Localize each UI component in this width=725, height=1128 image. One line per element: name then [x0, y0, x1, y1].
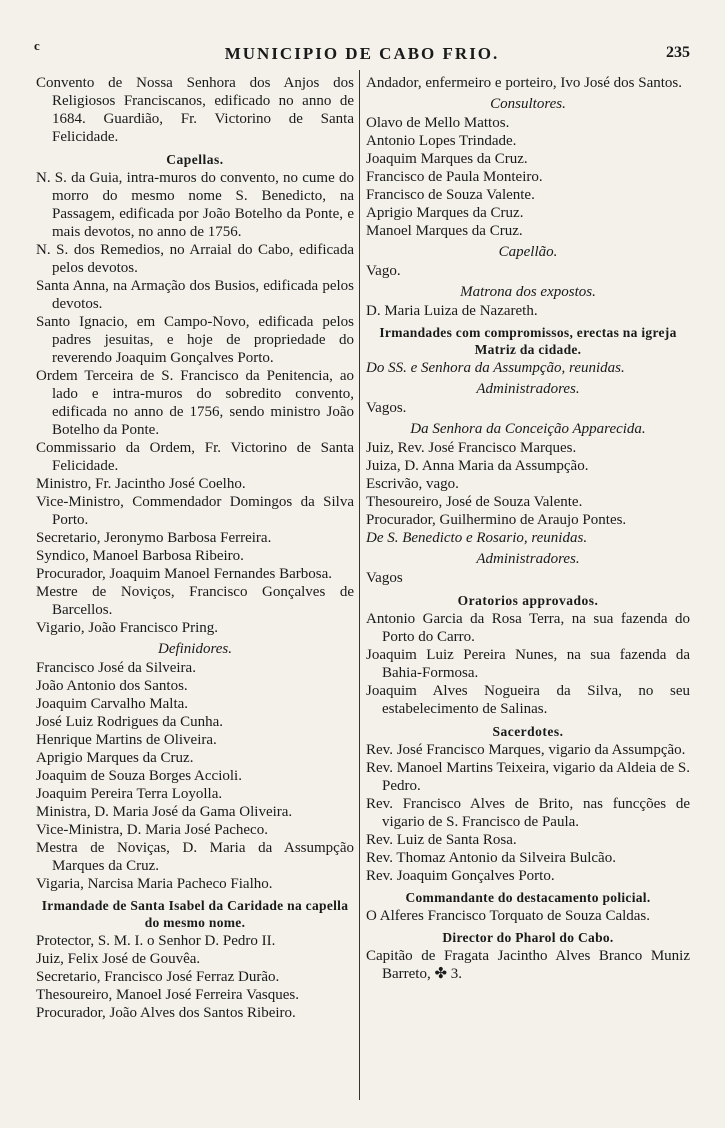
- ordem-officer: Syndico, Manoel Barbosa Ribeiro.: [36, 548, 244, 564]
- matrona-entry: D. Maria Luiza de Nazareth.: [366, 303, 538, 319]
- director-heading: Director do Pharol do Cabo.: [442, 930, 614, 945]
- commandante-heading: Commandante do destacamento policial.: [405, 890, 651, 905]
- capella-entry: Ordem Terceira de S. Francisco da Penitencia, ao lado e intra-muros do sobredito convento, edificada no anno de 1756, sendo ministro João Botelho da Ponte.: [36, 368, 354, 438]
- irmandade-officer: Thesoureiro, Manoel José Ferreira Vasques.: [36, 987, 299, 1003]
- page-title: MUNICIPIO DE CABO FRIO.: [224, 44, 500, 63]
- definidor-entry: Henrique Martins de Oliveira.: [36, 732, 217, 748]
- consultores-heading: Consultores.: [490, 96, 566, 112]
- do-ss-subheading: Do SS. e Senhora da Assumpção, reunidas.: [366, 360, 625, 376]
- capella-entry: N. S. da Guia, intra-muros do convento, no cume do morro do mesmo nome S. Benedicto, na Passagem, edificada por João Botelho da Ponte, e mais devotos, no anno de 1756.: [36, 170, 354, 240]
- irmandade-officer: Juiz, Felix José de Gouvêa.: [36, 951, 201, 967]
- sacerdotes-heading: Sacerdotes.: [492, 724, 564, 739]
- andador-entry: Andador, enfermeiro e porteiro, Ivo José dos Santos.: [366, 75, 682, 91]
- commandante-entry: O Alferes Francisco Torquato de Souza Caldas.: [366, 908, 651, 924]
- irmandade-officer: Secretario, Francisco José Ferraz Durão.: [36, 969, 280, 985]
- consultor-entry: Olavo de Mello Mattos.: [366, 115, 510, 131]
- sacerdote-entry: Rev. Francisco Alves de Brito, nas funcções de vigario de S. Francisco de Paula.: [366, 796, 690, 830]
- director-entry: Capitão de Fragata Jacintho Alves Branco Muniz Barreto, ✤ 3.: [366, 948, 690, 982]
- sacerdote-entry: Rev. Luiz de Santa Rosa.: [366, 832, 517, 848]
- irmandade-officer: Procurador, João Alves dos Santos Ribeiro.: [36, 1005, 296, 1021]
- printer-mark: c: [34, 38, 40, 53]
- definidores-heading: Definidores.: [157, 641, 233, 657]
- page-header: [34, 38, 690, 66]
- irmandade-officer: Protector, S. M. I. o Senhor D. Pedro II.: [36, 933, 276, 949]
- vagos-entry: Vagos: [366, 570, 403, 586]
- capella-entry: Santo Ignacio, em Campo-Novo, edificada pelos padres jesuitas, e hoje de propriedade do reverendo Joaquim Gonçalves Porto.: [36, 314, 354, 366]
- conceicao-officer: Escrivão, vago.: [366, 476, 459, 492]
- oratorio-entry: Antonio Garcia da Rosa Terra, na sua fazenda do Porto do Carro.: [366, 611, 690, 645]
- capellao-heading: Capellão.: [498, 244, 558, 260]
- column-divider: [359, 70, 360, 1100]
- ordem-officer: Secretario, Jeronymo Barbosa Ferreira.: [36, 530, 272, 546]
- definidor-entry: Francisco José da Silveira.: [36, 660, 196, 676]
- definidor-entry: Joaquim de Souza Borges Accioli.: [36, 768, 242, 784]
- conceicao-subheading: Da Senhora da Conceição Apparecida.: [410, 421, 646, 437]
- left-column: [36, 74, 354, 1022]
- definidor-entry: José Luiz Rodrigues da Cunha.: [36, 714, 224, 730]
- conceicao-officer: Thesoureiro, José de Souza Valente.: [366, 494, 583, 510]
- ordem-officer: Commissario da Ordem, Fr. Victorino de Santa Felicidade.: [36, 440, 354, 474]
- conceicao-officer: Juiz, Rev. José Francisco Marques.: [366, 440, 577, 456]
- definidor-entry: Mestra de Noviças, D. Maria da Assumpção Marques da Cruz.: [36, 840, 354, 874]
- sacerdote-entry: Rev. Thomaz Antonio da Silveira Bulcão.: [366, 850, 616, 866]
- ordem-officer: Mestre de Noviços, Francisco Gonçalves de Barcellos.: [36, 584, 354, 618]
- definidor-entry: João Antonio dos Santos.: [36, 678, 188, 694]
- definidor-entry: Joaquim Pereira Terra Loyolla.: [36, 786, 223, 802]
- vagos-entry: Vagos.: [366, 400, 407, 416]
- convent-entry: Convento de Nossa Senhora dos Anjos dos Religiosos Franciscanos, edificado no anno de 1684. Guardião, Fr. Victorino de Santa Felicidade.: [36, 75, 354, 145]
- oratorios-heading: Oratorios approvados.: [457, 593, 599, 608]
- ordem-officer: Ministro, Fr. Jacintho José Coelho.: [36, 476, 246, 492]
- sacerdote-entry: Rev. Joaquim Gonçalves Porto.: [366, 868, 555, 884]
- administradores-heading: Administradores.: [476, 551, 580, 567]
- ordem-officer: Procurador, Joaquim Manoel Fernandes Barbosa.: [36, 566, 332, 582]
- page-number: 235: [666, 44, 690, 61]
- sacerdote-entry: Rev. Manoel Martins Teixeira, vigario da Aldeia de S. Pedro.: [366, 760, 690, 794]
- irmandade-heading: Irmandade de Santa Isabel da Caridade na capella do mesmo nome.: [41, 898, 349, 930]
- definidor-entry: Joaquim Carvalho Malta.: [36, 696, 189, 712]
- sacerdote-entry: Rev. José Francisco Marques, vigario da Assumpção.: [366, 742, 686, 758]
- oratorio-entry: Joaquim Alves Nogueira da Silva, no seu estabelecimento de Salinas.: [366, 683, 690, 717]
- capellas-heading: Capellas.: [166, 152, 224, 167]
- consultor-entry: Antonio Lopes Trindade.: [366, 133, 517, 149]
- definidor-entry: Aprigio Marques da Cruz.: [36, 750, 194, 766]
- benedicto-subheading: De S. Benedicto e Rosario, reunidas.: [366, 530, 588, 546]
- right-column: [366, 74, 690, 983]
- capellao-entry: Vago.: [366, 263, 401, 279]
- conceicao-officer: Juiza, D. Anna Maria da Assumpção.: [366, 458, 589, 474]
- definidor-entry: Vigaria, Narcisa Maria Pacheco Fialho.: [36, 876, 273, 892]
- consultor-entry: Francisco de Souza Valente.: [366, 187, 535, 203]
- consultor-entry: Joaquim Marques da Cruz.: [366, 151, 528, 167]
- definidor-entry: Ministra, D. Maria José da Gama Oliveira.: [36, 804, 293, 820]
- ordem-officer: Vigario, João Francisco Pring.: [36, 620, 218, 636]
- consultor-entry: Aprigio Marques da Cruz.: [366, 205, 524, 221]
- administradores-heading: Administradores.: [476, 381, 580, 397]
- capella-entry: N. S. dos Remedios, no Arraial do Cabo, edificada pelos devotos.: [36, 242, 354, 276]
- matrona-heading: Matrona dos expostos.: [460, 284, 596, 300]
- consultor-entry: Manoel Marques da Cruz.: [366, 223, 523, 239]
- ordem-officer: Vice-Ministro, Commendador Domingos da Silva Porto.: [36, 494, 354, 528]
- consultor-entry: Francisco de Paula Monteiro.: [366, 169, 543, 185]
- definidor-entry: Vice-Ministra, D. Maria José Pacheco.: [36, 822, 268, 838]
- oratorio-entry: Joaquim Luiz Pereira Nunes, na sua fazenda da Bahia-Formosa.: [366, 647, 690, 681]
- conceicao-officer: Procurador, Guilhermino de Araujo Pontes.: [366, 512, 627, 528]
- irmandades-heading: Irmandades com compromissos, erectas na igreja Matriz da cidade.: [379, 325, 677, 357]
- capella-entry: Santa Anna, na Armação dos Busios, edificada pelos devotos.: [36, 278, 354, 312]
